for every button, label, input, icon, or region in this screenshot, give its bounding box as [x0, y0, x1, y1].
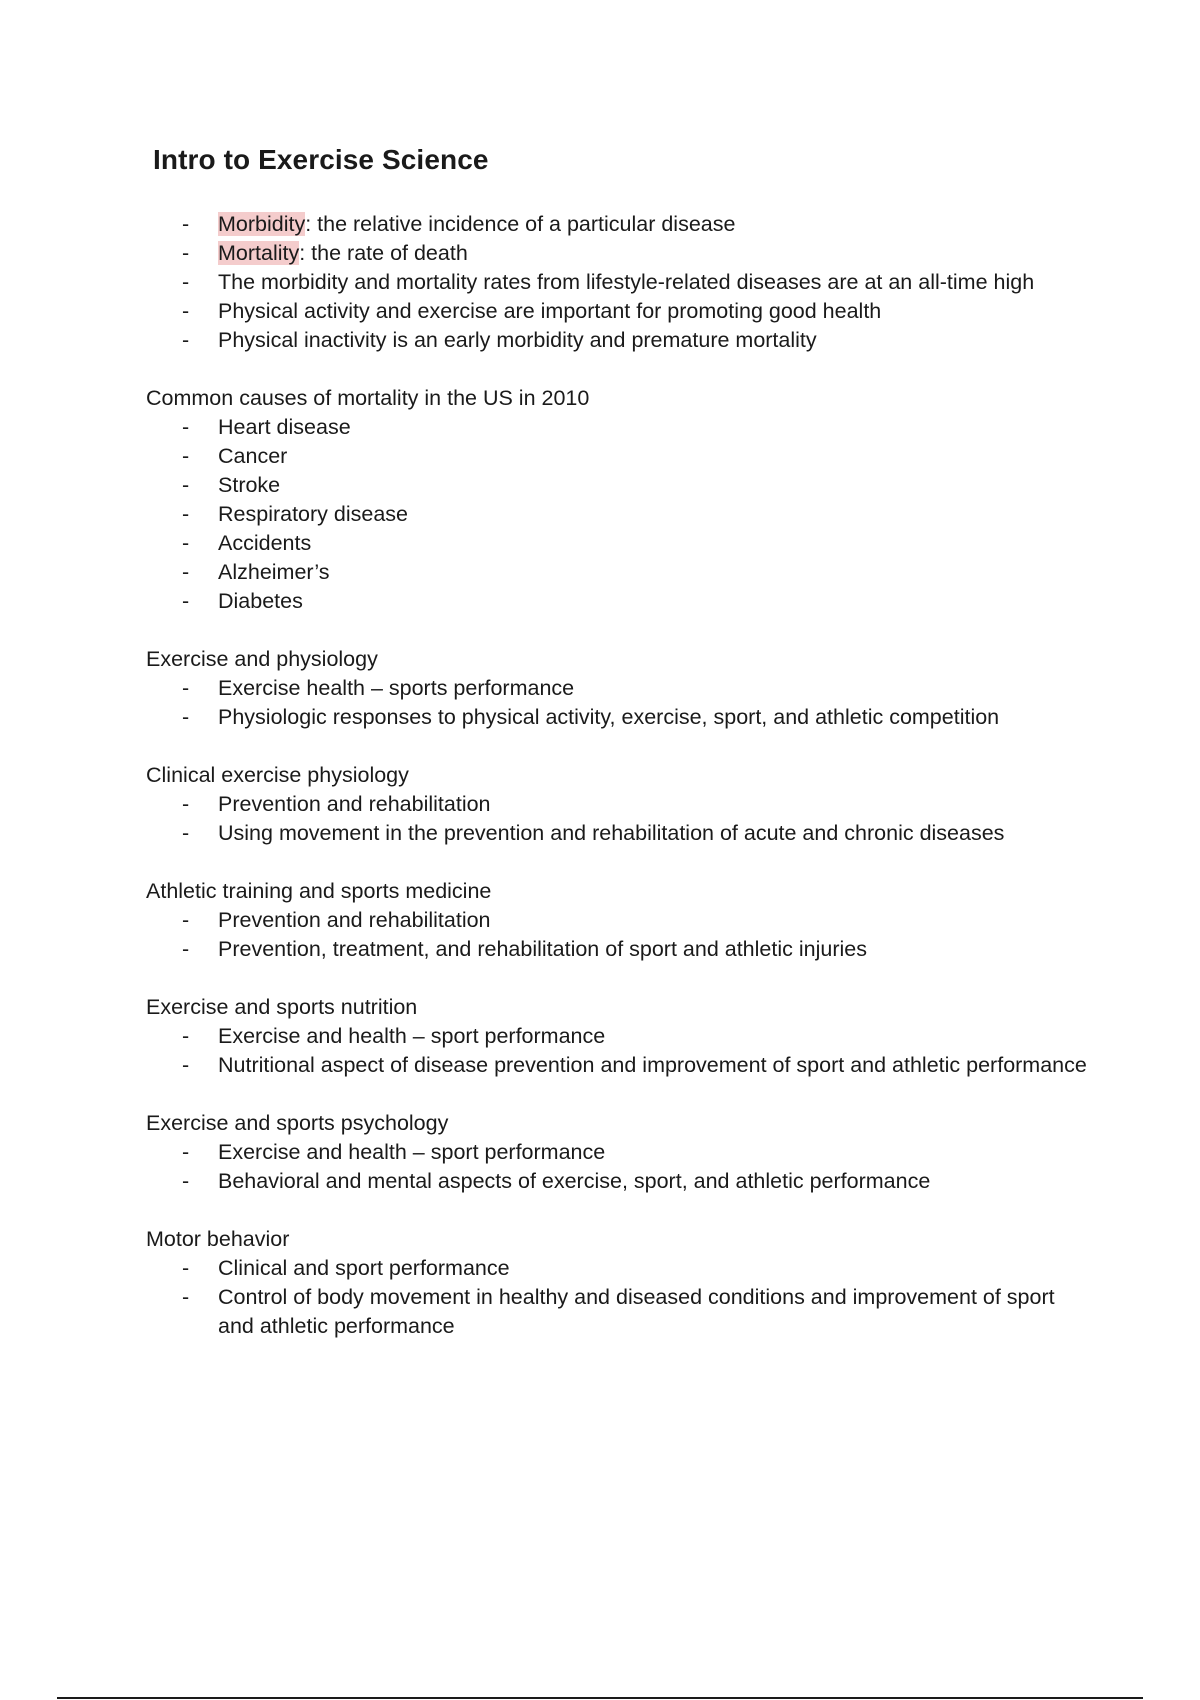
- list-item-text: Physical inactivity is an early morbidity and premature mortality: [218, 328, 817, 352]
- dash-bullet: -: [182, 1140, 190, 1164]
- list-item: [146, 297, 1096, 326]
- section-motor-behavior: [146, 1225, 1096, 1341]
- section-list: [146, 906, 1096, 964]
- list-item-text: Heart disease: [218, 415, 351, 439]
- dash-bullet: -: [182, 1169, 190, 1193]
- list-item-text: Control of body movement in healthy and diseased conditions and improvement of sport and athletic performance: [218, 1285, 1055, 1338]
- section-heading: Clinical exercise physiology: [146, 763, 409, 787]
- document-body: [146, 210, 1096, 1370]
- section-list: [146, 790, 1096, 848]
- list-item-text: Physiologic responses to physical activity, exercise, sport, and athletic competition: [218, 705, 1000, 729]
- list-item-text: Exercise and health – sport performance: [218, 1024, 606, 1048]
- list-item-text: Exercise health – sports performance: [218, 676, 575, 700]
- list-item: [146, 819, 1096, 848]
- section-heading: Motor behavior: [146, 1227, 290, 1251]
- dash-bullet: -: [182, 792, 190, 816]
- section-list: [146, 413, 1096, 616]
- list-item: [146, 790, 1096, 819]
- list-item: [146, 674, 1096, 703]
- intro-list: [146, 210, 1096, 355]
- section-exercise-physiology: [146, 645, 1096, 732]
- page-bottom-rule: [57, 1697, 1143, 1699]
- list-item: [146, 1283, 1096, 1341]
- list-item-text: The morbidity and mortality rates from lifestyle-related diseases are at an all-time high: [218, 270, 1035, 294]
- list-item-text: Accidents: [218, 531, 312, 555]
- definition-text: : the relative incidence of a particular disease: [305, 212, 736, 236]
- section-list: [146, 1138, 1096, 1196]
- list-item-text: Alzheimer’s: [218, 560, 330, 584]
- section-sports-nutrition: [146, 993, 1096, 1080]
- list-item: [146, 1138, 1096, 1167]
- section-list: [146, 1022, 1096, 1080]
- list-item-text: Nutritional aspect of disease prevention and improvement of sport and athletic performance: [218, 1053, 1087, 1077]
- section-athletic-training: [146, 877, 1096, 964]
- dash-bullet: -: [182, 241, 190, 265]
- list-item-text: Physical activity and exercise are important for promoting good health: [218, 299, 882, 323]
- list-item-text: Exercise and health – sport performance: [218, 1140, 606, 1164]
- list-item: [146, 471, 1096, 500]
- dash-bullet: -: [182, 444, 190, 468]
- list-item-morbidity: [146, 210, 1096, 239]
- section-sports-psychology: [146, 1109, 1096, 1196]
- dash-bullet: -: [182, 328, 190, 352]
- list-item-mortality: [146, 239, 1096, 268]
- section-heading: Exercise and sports psychology: [146, 1111, 449, 1135]
- list-item: [146, 587, 1096, 616]
- dash-bullet: -: [182, 473, 190, 497]
- dash-bullet: -: [182, 531, 190, 555]
- list-item: [146, 268, 1096, 297]
- list-item-text: Clinical and sport performance: [218, 1256, 510, 1280]
- section-mortality-causes: [146, 384, 1096, 616]
- list-item: [146, 442, 1096, 471]
- list-item-text: Cancer: [218, 444, 288, 468]
- list-item: [146, 558, 1096, 587]
- list-item: [146, 703, 1096, 732]
- section-list: [146, 674, 1096, 732]
- dash-bullet: -: [182, 1256, 190, 1280]
- list-item: [146, 500, 1096, 529]
- dash-bullet: -: [182, 299, 190, 323]
- list-item: [146, 935, 1096, 964]
- list-item: [146, 413, 1096, 442]
- section-list: [146, 1254, 1096, 1341]
- dash-bullet: -: [182, 676, 190, 700]
- dash-bullet: -: [182, 1053, 190, 1077]
- dash-bullet: -: [182, 821, 190, 845]
- dash-bullet: -: [182, 270, 190, 294]
- section-heading: Common causes of mortality in the US in 2010: [146, 386, 590, 410]
- list-item-text: Using movement in the prevention and rehabilitation of acute and chronic diseases: [218, 821, 1005, 845]
- dash-bullet: -: [182, 560, 190, 584]
- list-item-text: Prevention and rehabilitation: [218, 792, 491, 816]
- list-item: [146, 1051, 1096, 1080]
- list-item: [146, 1254, 1096, 1283]
- page-title: Intro to Exercise Science: [153, 144, 489, 175]
- dash-bullet: -: [182, 212, 190, 236]
- list-item: [146, 529, 1096, 558]
- list-item-text: Behavioral and mental aspects of exercise, sport, and athletic performance: [218, 1169, 931, 1193]
- highlighted-term: Morbidity: [218, 212, 306, 236]
- section-clinical-exercise-physiology: [146, 761, 1096, 848]
- list-item-text: Stroke: [218, 473, 281, 497]
- section-heading: Exercise and physiology: [146, 647, 378, 671]
- section-heading: Athletic training and sports medicine: [146, 879, 492, 903]
- dash-bullet: -: [182, 1285, 190, 1309]
- list-item: [146, 326, 1096, 355]
- dash-bullet: -: [182, 908, 190, 932]
- list-item-text: Prevention and rehabilitation: [218, 908, 491, 932]
- dash-bullet: -: [182, 705, 190, 729]
- list-item-text: Prevention, treatment, and rehabilitation of sport and athletic injuries: [218, 937, 867, 961]
- highlighted-term: Mortality: [218, 241, 300, 265]
- dash-bullet: -: [182, 415, 190, 439]
- dash-bullet: -: [182, 589, 190, 613]
- list-item: [146, 1167, 1096, 1196]
- intro-section: [146, 210, 1096, 355]
- list-item-text: Diabetes: [218, 589, 303, 613]
- list-item: [146, 1022, 1096, 1051]
- dash-bullet: -: [182, 1024, 190, 1048]
- list-item: [146, 906, 1096, 935]
- dash-bullet: -: [182, 937, 190, 961]
- section-heading: Exercise and sports nutrition: [146, 995, 418, 1019]
- list-item-text: Respiratory disease: [218, 502, 409, 526]
- dash-bullet: -: [182, 502, 190, 526]
- definition-text: : the rate of death: [299, 241, 468, 265]
